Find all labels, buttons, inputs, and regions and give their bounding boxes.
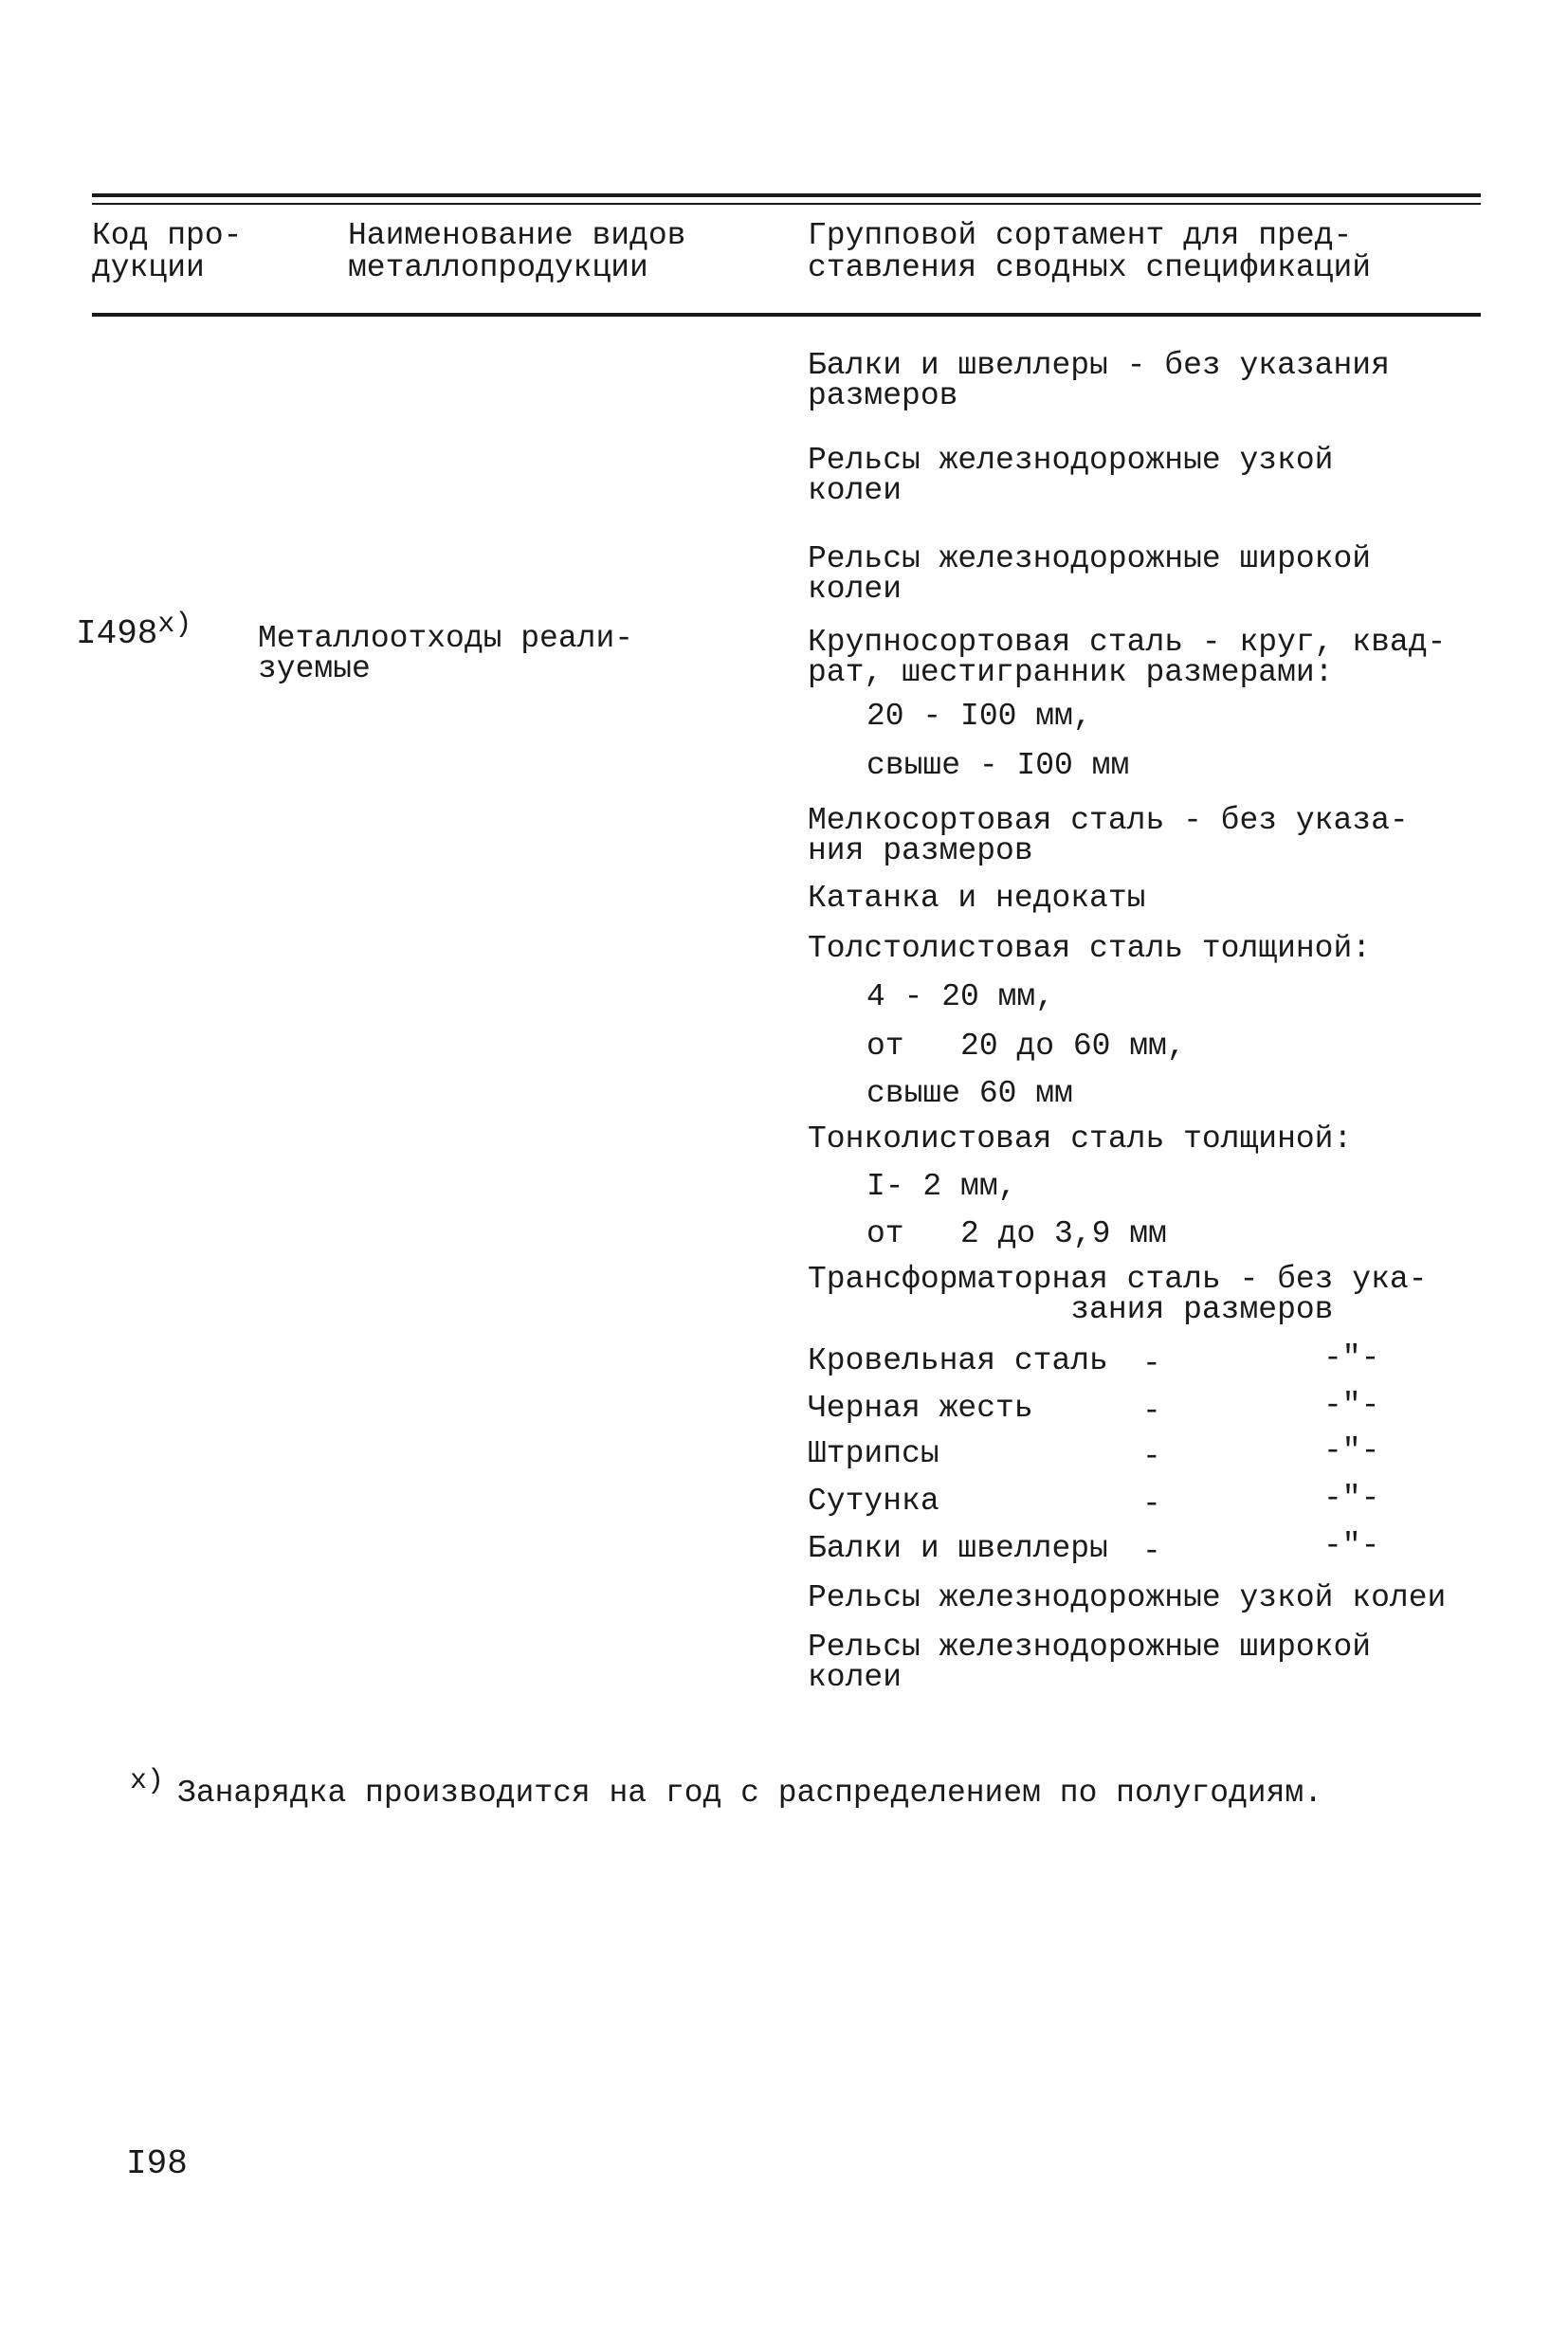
list-item: 20 - I00 мм, <box>866 699 1092 734</box>
footnote-text: Занарядка производится на год с распределением по полугодиям. <box>177 1776 1323 1811</box>
list-item: от 20 до 60 мм, <box>866 1029 1186 1064</box>
list-item: 4 - 20 мм, <box>866 979 1055 1014</box>
list-item: Трансформаторная сталь - без ука- зания размеров <box>808 1262 1428 1327</box>
dash: - <box>1142 1346 1161 1381</box>
list-item: свыше - I00 мм <box>866 748 1130 783</box>
header-product-name: Наименование видов металлопродукции <box>348 218 686 285</box>
list-item: Балки и швеллеры - без указания размеров <box>808 348 1390 413</box>
dash: - <box>1142 1486 1161 1522</box>
list-item: Черная жесть <box>808 1391 1033 1426</box>
dash: - <box>1142 1394 1161 1429</box>
list-item: Катанка и недокаты <box>808 881 1146 916</box>
list-item: Кровельная сталь <box>808 1343 1108 1378</box>
ditto-mark: -"- <box>1323 1388 1380 1423</box>
ditto-mark: -"- <box>1323 1340 1380 1376</box>
list-item: Рельсы железнодорожные узкой колеи <box>808 1580 1447 1615</box>
list-item: Штрипсы <box>808 1436 939 1471</box>
table-top-rule-thin <box>92 203 1481 205</box>
ditto-mark: -"- <box>1323 1481 1380 1516</box>
product-code-value: I498 <box>76 614 158 653</box>
footnote <box>130 1765 1322 1811</box>
list-item: Мелкосортовая сталь - без указа- ния размеров <box>808 803 1409 868</box>
header-product-code: Код про- дукции <box>92 218 243 285</box>
header-group-assortment: Групповой сортамент для пред- ставления сводных спецификаций <box>808 218 1372 285</box>
list-item: от 2 до 3,9 мм <box>866 1216 1167 1251</box>
list-item: Толстолистовая сталь толщиной: <box>808 931 1372 966</box>
footnote-mark: x) <box>130 1765 165 1797</box>
list-item: Тонколистовая сталь толщиной: <box>808 1121 1353 1157</box>
ditto-mark: -"- <box>1323 1528 1380 1563</box>
product-name: Металлоотходы реали- зуемые <box>258 621 634 686</box>
list-item: Рельсы железнодорожные узкой колеи <box>808 443 1334 508</box>
list-item: Рельсы железнодорожные широкой колеи <box>808 1630 1372 1695</box>
product-code-mark: x) <box>157 609 192 641</box>
header-bottom-rule <box>92 313 1481 317</box>
product-code <box>76 609 191 653</box>
table-top-rule <box>92 193 1481 197</box>
list-item: Крупносортовая сталь - круг, квад- рат, шестигранник размерами: <box>808 625 1447 690</box>
ditto-mark: -"- <box>1323 1433 1380 1468</box>
page-number: I98 <box>126 2144 188 2183</box>
list-item: свыше 60 мм <box>866 1076 1073 1111</box>
list-item: Сутунка <box>808 1484 939 1519</box>
dash: - <box>1142 1534 1161 1569</box>
list-item: Балки и швеллеры <box>808 1531 1108 1566</box>
dash: - <box>1142 1439 1161 1474</box>
list-item: I- 2 мм, <box>866 1169 1017 1204</box>
list-item: Рельсы железнодорожные широкой колеи <box>808 541 1372 607</box>
